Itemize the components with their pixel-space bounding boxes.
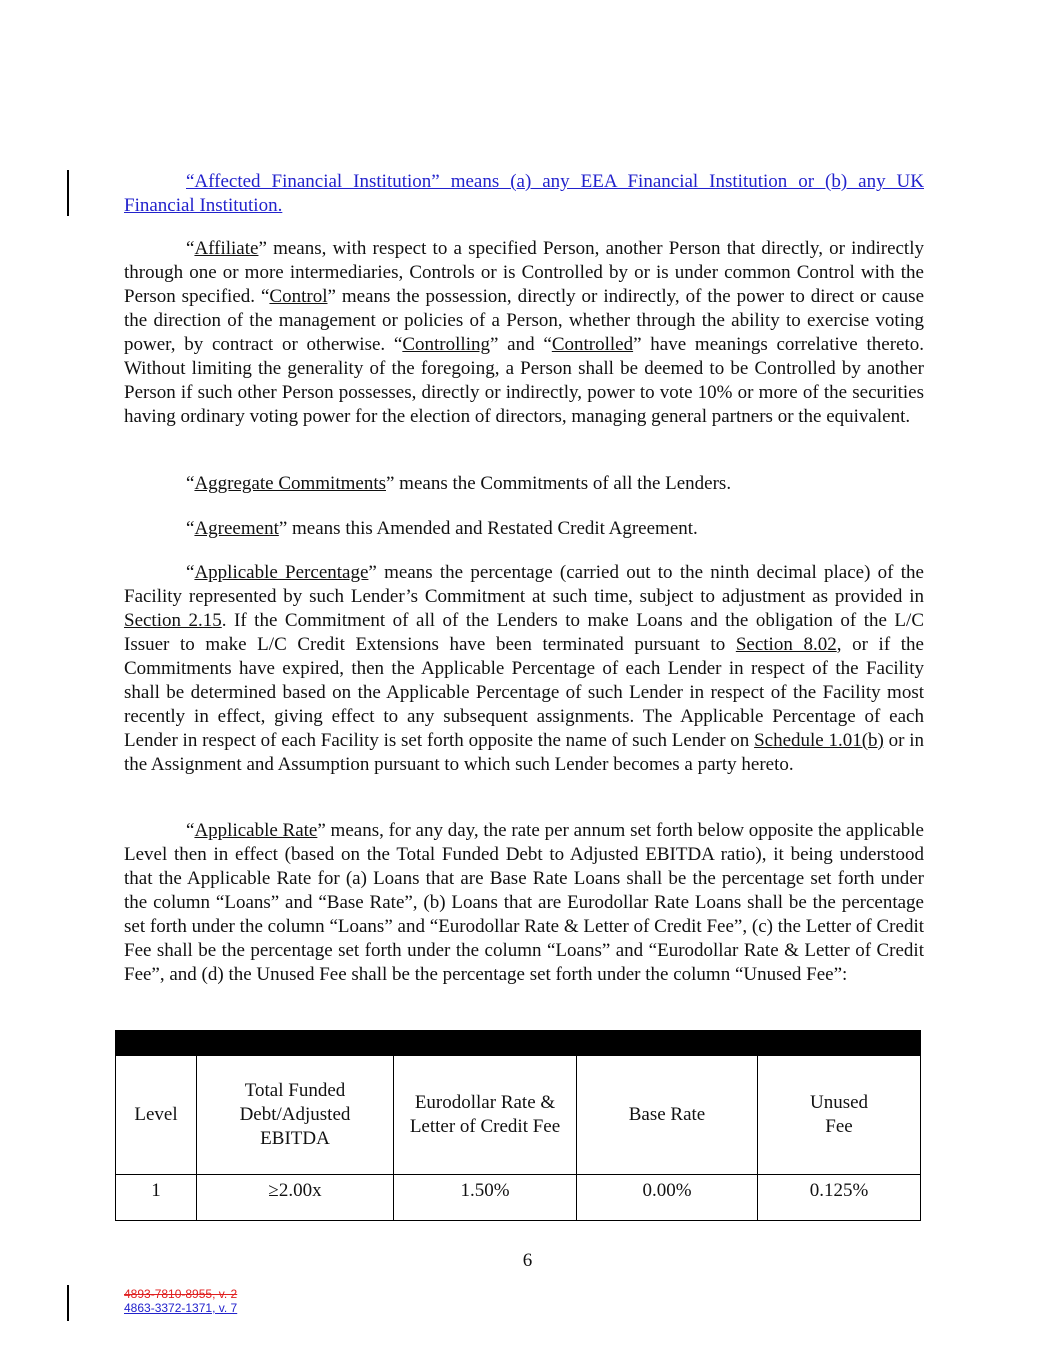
paragraph-text: , or if the Commitments have expired, then the Applicable Percentage of each Lender in respect of the Facility shall be determined based on the Applicable Percentage of such Lender in respect of the Facility most recently in effect, giving effect to any subsequent assignments. The Applicable Percentage of each Lender in respect of each Facility is set forth opposite the name of such Lender on [124,634,924,751]
defined-term: Controlling [402,334,490,355]
paragraph-text: “Affected Financial Institution” means (a) any EEA Financial Institution or (b) any UK Financial Institution. [124,171,924,216]
table-title-bar [116,1031,921,1056]
definition-aggregate-commitments [124,472,924,496]
header-ratio: Total Funded Debt/Adjusted EBITDA [197,1056,394,1175]
defined-term: Applicable Percentage [194,562,369,583]
table-row [116,1175,921,1221]
paragraph-text: “ [186,820,195,841]
defined-term: Section 8.02 [735,634,837,655]
paragraph-text: ” and “ [489,334,552,355]
cell-level: 1 [116,1175,197,1221]
paragraph-text: ” means, with respect to a specified Person, another Person that directly, or indirectly through one or more intermediaries, Controls or is Controlled by or is under common Control with the Person specified. “ [124,238,924,307]
change-bar [67,170,69,216]
deleted-document-id: 4893-7810-8955, v. 2 [124,1287,238,1301]
paragraph-text: ” means the Commitments of all the Lenders. [386,473,732,494]
definition-applicable-rate [124,819,924,987]
page-number: 6 [522,1250,533,1271]
defined-term: Agreement [194,518,279,539]
paragraph-text: ” have meanings correlative thereto. Without limiting the generality of the foregoing, a Person shall be deemed to be Controlled by another Person if such other Person possesses, directly or indirectly, power to vote 10% or more of the securities having ordinary voting power for the election of directors, managing general partners or the equivalent. [124,334,924,427]
cell-ratio: ≥2.00x [197,1175,394,1221]
defined-term: Schedule 1.01(b) [754,730,884,751]
definition-affected-financial-institution [124,170,924,218]
header-base-rate: Base Rate [577,1056,758,1175]
defined-term: Affiliate [194,238,259,259]
defined-term: Section 2.15 [124,610,222,631]
paragraph-text: ” means, for any day, the rate per annum set forth below opposite the applicable Level then in effect (based on the Total Funded Debt to Adjusted EBITDA ratio), it being understood that the Applicable Rate for (a) Loans that are Base Rate Loans shall be the percentage set forth under the column “Loans” and “Base Rate”, (b) Loans that are Eurodollar Rate Loans shall be the percentage set forth under the column “Loans” and “Eurodollar Rate & Letter of Credit Fee”, (c) the Letter of Credit Fee shall be the percentage set forth under the column “Loans” and “Eurodollar Rate & Letter of Credit Fee”, and (d) the Unused Fee shall be the percentage set forth under the column “Unused Fee”: [124,820,924,985]
header-unused-fee: Unused Fee [758,1056,921,1175]
cell-eurodollar: 1.50% [394,1175,577,1221]
paragraph-text: “ [186,473,195,494]
cell-base-rate: 0.00% [577,1175,758,1221]
paragraph-text: ” means the possession, directly or indirectly, of the power to direct or cause the direction of the management or policies of a Person, whether through the ability to exercise voting power, by contract or otherwise. “ [124,286,924,355]
paragraph-text: . If the Commitment of all of the Lenders to make Loans and the obligation of the L/C Issuer to make L/C Credit Extensions have been terminated pursuant to [124,610,924,655]
change-bar [67,1285,69,1321]
defined-term: Aggregate Commitments [194,473,386,494]
paragraph-text: “ [186,518,195,539]
defined-term: Control [269,286,328,307]
defined-term: Controlled [551,334,634,355]
paragraph-text: “ [186,238,195,259]
cell-unused-fee: 0.125% [758,1175,921,1221]
applicable-rate-table [115,1030,921,1221]
definition-agreement [124,517,924,541]
header-level: Level [116,1056,197,1175]
current-document-id: 4863-3372-1371, v. 7 [124,1301,238,1315]
paragraph-text: “ [186,562,195,583]
table-header-row [116,1056,921,1175]
paragraph-text: ” means the percentage (carried out to the ninth decimal place) of the Facility represented by such Lender’s Commitment at such time, subject to adjustment as provided in [124,562,924,607]
header-eurodollar: Eurodollar Rate & Letter of Credit Fee [394,1056,577,1175]
document-id-footer [124,1287,237,1315]
definition-applicable-percentage [124,561,924,777]
definition-affiliate [124,237,924,429]
paragraph-text: ” means this Amended and Restated Credit Agreement. [278,518,698,539]
defined-term: Applicable Rate [194,820,318,841]
paragraph-text: or in the Assignment and Assumption pursuant to which such Lender becomes a party hereto. [124,730,924,775]
